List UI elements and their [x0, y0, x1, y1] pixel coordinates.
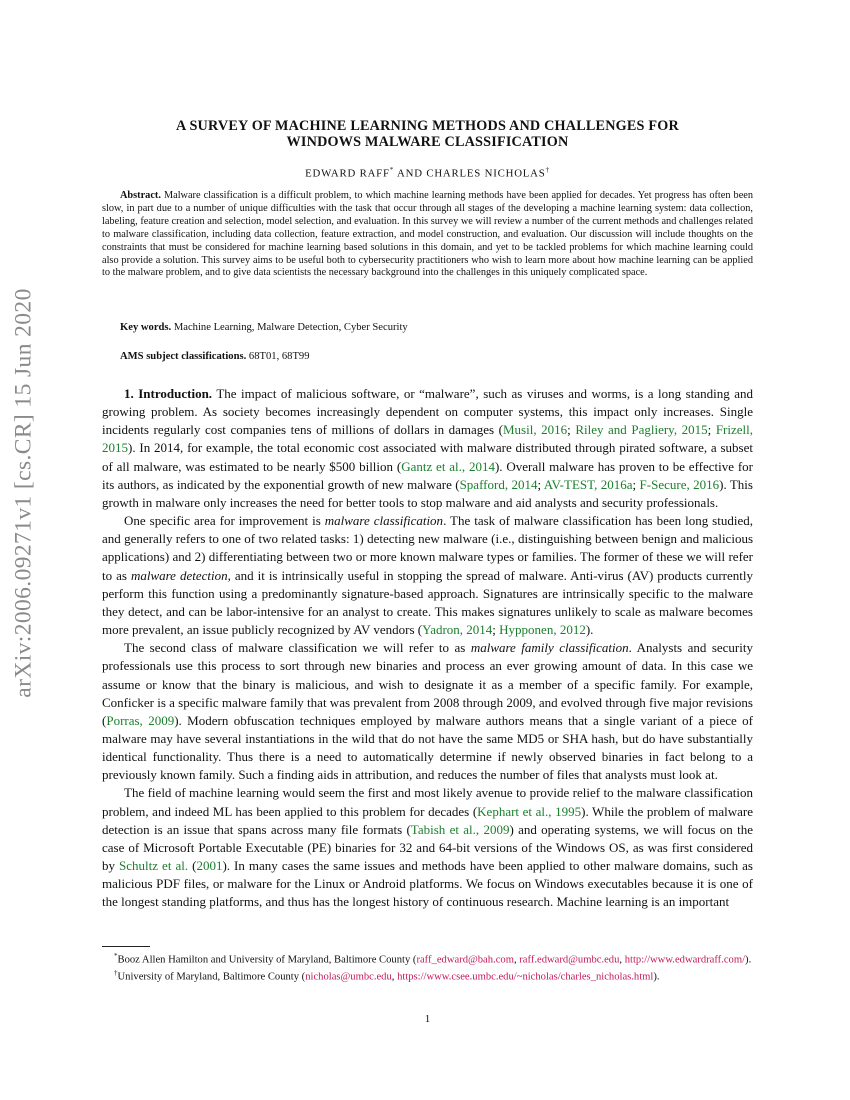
citation-link[interactable]: Tabish et al., 2009: [410, 821, 510, 837]
citation-link[interactable]: Riley and Pagliery, 2015: [575, 422, 708, 438]
citation-link[interactable]: Porras, 2009: [106, 712, 175, 728]
abstract-text: Malware classification is a difficult problem, to which machine learning methods have been applied for decades. Yet progress has often been slow, in part due to a number of unique difficulties with the task that occur through all stages of the developing a machine learning system: data collection, labeling, feature creation and selection, model selection, and evaluation. In this survey we will review a number of the current methods and challenges related to malware classification, including data collection, feature extraction, and model construction, and evaluation. Our discussion will include thoughts on the constraints that must be considered for machine learning based solutions in this domain, and yet to be tackled problems for which machine learning could also provide a solution. This survey aims to be useful both to cybersecurity practitioners who wish to learn more about how machine learning can be applied to the malware problem, and to give data scientists the necessary background into the challenges in this uniquely complicated space.: [102, 190, 753, 279]
email-link[interactable]: nicholas@umbc.edu: [305, 971, 392, 983]
homepage-link[interactable]: https://www.csee.umbc.edu/~nicholas/charles_nicholas.html: [397, 971, 654, 983]
citation-link[interactable]: AV-TEST, 2016a: [543, 476, 633, 492]
footnote-divider: [102, 946, 150, 947]
author-name: CHARLES NICHOLAS: [426, 167, 546, 180]
keywords-text: Machine Learning, Malware Detection, Cyber Security: [173, 322, 408, 333]
ams-text: 68T01, 68T99: [248, 351, 310, 362]
ams-classifications: [120, 351, 753, 362]
homepage-link[interactable]: http://www.edwardraff.com/: [624, 954, 746, 966]
paragraph: 1. Introduction. The impact of malicious software, or “malware”, such as viruses and worms, is a long standing and growing problem. As society becomes increasingly dependent on computer systems, this impact only increases. Single incidents regularly cost companies tens of millions of dollars in damages (Musil, 2016; Riley and Pagliery, 2015; Frizell, 2015). In 2014, for example, the total economic cost associated with malware distributed through pirated software, a subset of all malware, was estimated to be nearly $500 billion (Gantz et al., 2014). Overall malware has proven to be effective for its authors, as indicated by the exponential growth of new malware (Spafford, 2014; AV-TEST, 2016a; F-Secure, 2016). This growth in malware only increases the need for better tools to stop malware and aid analysts and security professionals.: [102, 386, 754, 510]
emphasis: malware family classification: [470, 640, 629, 656]
page-number: 1: [424, 1013, 431, 1025]
keywords-label: Key words.: [120, 322, 172, 333]
citation-link[interactable]: Musil, 2016: [502, 422, 568, 438]
abstract-label: Abstract.: [120, 190, 161, 201]
paper-title: [102, 118, 753, 150]
paragraph: The field of machine learning would seem the first and most likely avenue to provide relief to the malware classification problem, and indeed ML has been applied to this problem for decades (Kephart et al., 1995). While the problem of malware detection is an issue that spans across many file formats (Tabish et al., 2009) and operating systems, we will focus on the case of Microsoft Portable Executable (PE) binaries for 32 and 64-bit versions of the Windows OS, as was first considered by Schultz et al. (2001). In many cases the same issues and methods have been applied to other malware domains, such as malicious PDF files, or malware for the Linux or Android platforms. We focus on Windows executables because it is one of the longest standing platforms, and thus has the longest history of continuous research. Machine learning is an important: [102, 785, 753, 910]
citation-link[interactable]: Frizell, 2015: [102, 422, 753, 456]
footnote: †University of Maryland, Baltimore County (nicholas@umbc.edu, https://www.csee.umbc.edu/~nicholas/charles_nicholas.html).: [114, 968, 660, 983]
abstract: [102, 190, 753, 280]
footnotes: [102, 950, 753, 983]
footnote-marker: †: [545, 166, 550, 174]
author-conjunction: AND: [394, 167, 427, 180]
citation-link[interactable]: Spafford, 2014: [459, 476, 538, 492]
paragraph: The second class of malware classification we will refer to as malware family classification. Analysts and security professionals use this process to sort through new binaries and process an ever growing amount of data. In this case we assume or know that the binary is malicious, and wish to designate it as a member of a specific family. For example, Conficker is a specific malware family that was prevalent from 2008 through 2009, and evolved through five major revisions (Porras, 2009). Modern obfuscation techniques employed by malware authors means that a single variant of a piece of malware may have several instantiations in the wild that do not have the same MD5 or SHA hash, but do have substantially identical functionality. Thus there is a need to automatically determine if newly observed binaries in fact belong to a previously known family. Such a finding aids in attribution, and reduces the number of files that analysts must look at.: [102, 640, 753, 783]
citation-link[interactable]: F-Secure, 2016: [639, 476, 720, 492]
arxiv-sidebar: [4, 0, 44, 1100]
arxiv-identifier: arXiv:2006.09271v1 [cs.CR] 15 Jun 2020: [10, 288, 37, 698]
title-line-1: A SURVEY OF MACHINE LEARNING METHODS AND CHALLENGES FOR: [176, 118, 679, 134]
introduction-section: [102, 385, 753, 912]
paragraph: One specific area for improvement is malware classification. The task of malware classification has been long studied, and generally refers to one of two related tasks: 1) detecting new malware (i.e., distinguishing between benign and malicious applications) and 2) differentiating between two or more known malware types or families. The former of these we will refer to as malware detection, and it is intrinsically useful in stopping the spread of malware. Anti-virus (AV) products currently perform this function using a predominantly signature-based approach. Signatures are intrinsically specific to the malware they detect, and can be labor-intensive for an analyst to create. This makes signatures unlikely to scale as malware becomes more prevalent, an issue publicly recognized by AV vendors (Yadron, 2014; Hypponen, 2012).: [102, 513, 753, 638]
emphasis: malware detection: [130, 567, 228, 583]
author-name: EDWARD RAFF: [305, 167, 390, 180]
citation-link[interactable]: Gantz et al., 2014: [401, 458, 495, 474]
section-heading: 1. Introduction.: [124, 386, 213, 401]
email-link[interactable]: raff_edward@bah.com: [416, 954, 514, 966]
citation-link[interactable]: Hypponen, 2012: [499, 622, 586, 638]
ams-label: AMS subject classifications.: [120, 351, 247, 362]
citation-link[interactable]: Kephart et al., 1995: [477, 803, 582, 819]
email-link[interactable]: raff.edward@umbc.edu: [519, 954, 620, 966]
footnote-marker: *: [114, 952, 118, 960]
citation-link[interactable]: Schultz et al.: [119, 858, 189, 874]
footnote-marker: †: [114, 968, 118, 977]
keywords: [120, 322, 753, 333]
citation-link[interactable]: Yadron, 2014: [422, 622, 493, 638]
author-list: [102, 166, 753, 180]
footnote-marker: *: [389, 166, 395, 174]
footnote: *Booz Allen Hamilton and University of Maryland, Baltimore County (raff_edward@bah.com, raff.edward@umbc.edu, http://www.edwardraff.com/).: [114, 952, 752, 966]
title-line-2: WINDOWS MALWARE CLASSIFICATION: [286, 134, 569, 150]
emphasis: malware classification: [324, 513, 444, 529]
citation-link[interactable]: 2001: [196, 858, 223, 874]
